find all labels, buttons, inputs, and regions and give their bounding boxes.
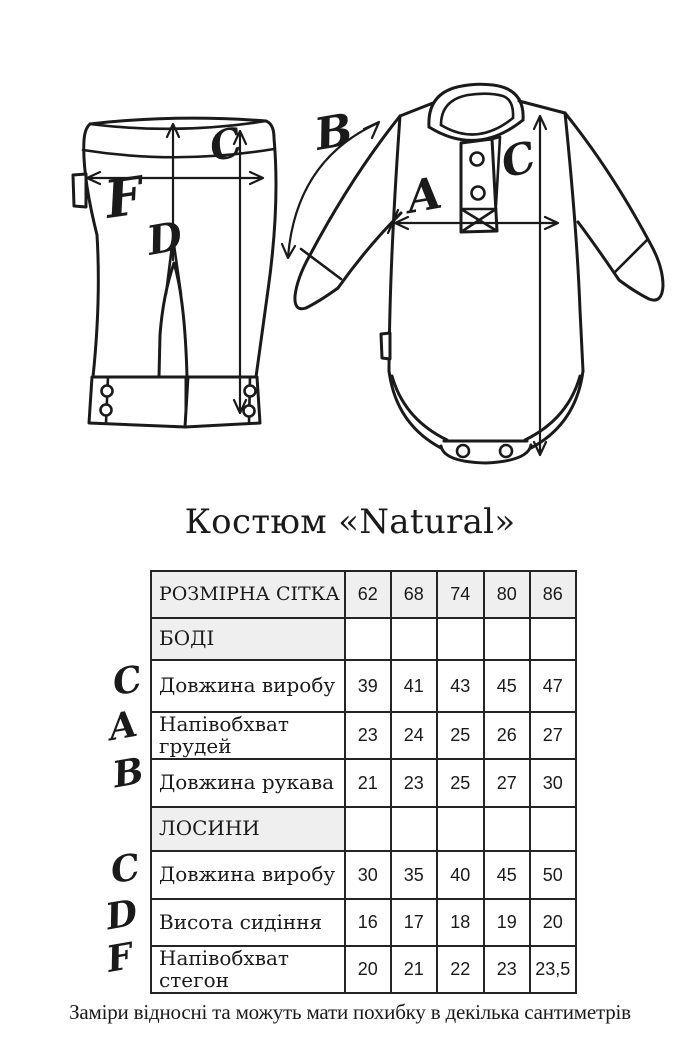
value-cell: 17 [391,899,437,946]
pants-length-letter: C [204,118,248,172]
disclaimer-note: Заміри відносні та можуть мати похибку в декілька сантиметрів [69,1000,631,1024]
crotch-snap [500,445,512,457]
size-cell: 80 [484,571,530,618]
right-sleeve-cuff-line [615,240,647,272]
crotch-snap [457,445,469,457]
value-cell: 30 [530,759,576,807]
table-row [151,851,576,899]
value-cell: 21 [345,759,391,807]
pants-length-measure-arrow [234,131,246,413]
pants-cuff-button [102,386,113,397]
table-row [151,899,576,946]
left-sleeve-cuff-line [301,249,341,279]
value-cell: 18 [437,899,484,946]
value-cell: 23,5 [530,946,576,993]
placket-button [472,187,485,200]
body-length-letter: C [495,131,541,188]
value-cell: 24 [391,712,437,759]
table-row [151,660,576,712]
measure-label-cell: Напівобхват грудей [151,712,345,759]
pants-side-tag [73,174,86,207]
header-label-cell: РОЗМІРНА СІТКА [151,571,345,618]
row-letter-c-body: C [109,657,146,705]
collar-inner [441,94,513,125]
size-table [150,570,577,994]
pants-cuff-button [101,405,112,416]
value-cell: 27 [484,759,530,807]
value-cell: 39 [345,660,391,712]
row-letter-d-leggings: D [102,891,141,939]
measure-label-cell: Довжина виробу [151,851,345,899]
chest-letter: A [403,167,446,224]
value-cell: 23 [345,712,391,759]
section-name-cell: БОДІ [151,618,345,660]
size-cell: 68 [391,571,437,618]
table-row [151,946,576,993]
table-row [151,712,576,759]
bodysuit-side-tag [381,333,390,359]
value-cell: 25 [437,712,484,759]
value-cell: 19 [484,899,530,946]
row-letter-a-body: A [105,702,141,750]
value-cell: 30 [345,851,391,899]
page-title: Костюм «Natural» [184,502,516,542]
value-cell: 16 [345,899,391,946]
size-cell: 74 [437,571,484,618]
placket-button [471,153,484,166]
table-row [151,759,576,807]
value-cell: 43 [437,660,484,712]
value-cell: 21 [391,946,437,993]
garment-diagrams [0,0,700,495]
value-cell: 25 [437,759,484,807]
left-leg-opening [389,371,447,448]
pants-cuff-button [245,386,256,397]
section-name-cell: ЛОСИНИ [151,807,345,851]
value-cell: 20 [345,946,391,993]
pants-cuff-button [244,406,255,417]
measure-label-cell: Напівобхват стегон [151,946,345,993]
value-cell: 23 [391,759,437,807]
right-leg-opening [525,371,583,448]
section-row-leggings [151,807,576,851]
value-cell: 20 [530,899,576,946]
section-row-body [151,618,576,660]
row-letter-c-leggings: C [107,845,144,893]
row-letter-f-leggings: F [103,935,137,981]
value-cell: 27 [530,712,576,759]
bodysuit-shoulders [400,101,565,116]
value-cell: 45 [484,660,530,712]
value-cell: 26 [484,712,530,759]
value-cell: 41 [391,660,437,712]
value-cell: 40 [437,851,484,899]
pants-rise-letter: D [143,212,186,265]
bodysuit-body-right-edge [565,113,583,371]
size-cell: 62 [345,571,391,618]
measure-label-cell: Висота сидіння [151,899,345,946]
measure-label-cell: Довжина виробу [151,660,345,712]
measure-label-cell: Довжина рукава [151,759,345,807]
row-letter-b-body: B [109,749,147,797]
value-cell: 45 [484,851,530,899]
pants-diagram [73,118,276,427]
table-header-row [151,571,576,618]
value-cell: 50 [530,851,576,899]
crotch-flap [441,441,531,463]
sleeve-letter: B [311,104,357,161]
pants-hips-letter: F [101,165,147,231]
bodysuit-diagram [282,84,663,463]
value-cell: 35 [391,851,437,899]
pants-left-cuff [89,377,186,427]
value-cell: 47 [530,660,576,712]
value-cell: 23 [484,946,530,993]
value-cell: 22 [437,946,484,993]
size-cell: 86 [530,571,576,618]
